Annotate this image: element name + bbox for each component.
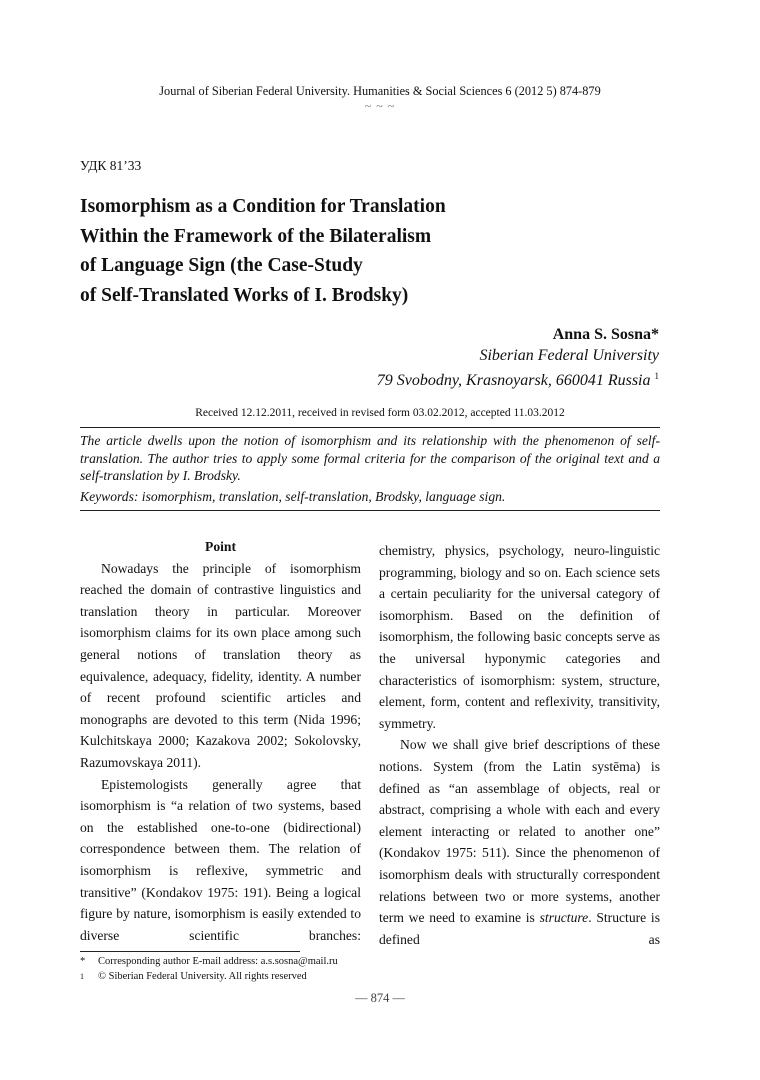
received-dates: Received 12.12.2011, received in revised form 03.02.2012, accepted 11.03.2012: [195, 407, 565, 419]
title-line: Isomorphism as a Condition for Translation: [80, 196, 446, 217]
footnote-mark: *: [80, 956, 86, 967]
page-number: — 874 —: [355, 991, 405, 1005]
title-line: of Language Sign (the Case-Study: [80, 255, 363, 276]
paragraph: Epistemologists generally agree that isomorphism is “a relation of two systems, based on the established one-to-one (bidirectional) correspondence between them. The relation of isomorphism is reflexive, symmetric and transitive” (Kondakov 1975: 191). Being a logical figure by nature, isomorphism is easily extended to diverse scientific branches:: [80, 776, 361, 943]
emphasis-term: structure: [539, 910, 589, 926]
author-name: Anna S. Sosna*: [552, 326, 659, 343]
footnote-text: Corresponding author E-mail address: a.s.sosna@mail.ru: [98, 956, 338, 967]
abstract-top-rule: [80, 427, 660, 428]
paragraph-text: . Structure is defined as: [379, 910, 660, 947]
paragraph: [379, 734, 660, 950]
abstract-bottom-rule: [80, 510, 660, 511]
footnote-rule: [80, 951, 300, 952]
paragraph: Nowadays the principle of isomorphism reached the domain of contrastive linguistics and translation theory in particular. Moreover isomorphism claims for its own place among such general notions of translation theory as equivalence, adequacy, fidelity, identity. A number of recent profound scientific articles and monographs are devoted to this term (Nida 1996; Kulchitskaya 2000; Kazakova 2002; Sokolovsky, Razumovskaya 2011).: [80, 560, 361, 770]
author-address: 79 Svobodny, Krasnoyarsk, 660041 Russia: [376, 372, 651, 389]
abstract: The article dwells upon the notion of isomorphism and its relationship with the phenomenon of self-translation. The author tries to apply some formal criteria for the comparison of the original text and a self-translation by I. Brodsky.: [80, 433, 660, 483]
address-footnote-mark: 1: [654, 371, 659, 381]
footnote: [80, 969, 338, 984]
journal-header: Journal of Siberian Federal University. Humanities & Social Sciences 6 (2012 5) 874-879: [159, 84, 601, 98]
keywords: Keywords: isomorphism, translation, self-translation, Brodsky, language sign.: [80, 489, 506, 504]
section-heading: Point: [205, 539, 236, 554]
footnote: [80, 954, 338, 969]
footnotes: [80, 954, 338, 984]
title-line: of Self-Translated Works of I. Brodsky): [80, 284, 409, 306]
article-title: [80, 192, 550, 310]
author-block: [377, 325, 659, 392]
paragraph-text: Now we shall give brief descriptions of these notions. System (from the Latin systēma) is defined as “an assemblage of objects, real or abstract, comprising a whole with each and every element interacting or related to another one” (Kondakov 1975: 511). Since the phenomenon of isomorphism deals with structurally correspondent relations between two or more systems, another term we need to examine is: [379, 737, 660, 926]
paragraph: chemistry, physics, psychology, neuro-linguistic programming, biology and so on. Each science sets a certain peculiarity for the universal category of isomorphism. Based on the definition of isomorphism, the following basic concepts serve as the universal hyponymic categories and characteristics of isomorphism: system, structure, element, form, content and reflexivity, transitivity, symmetry.: [379, 543, 660, 731]
author-address-line: [377, 366, 659, 392]
header-ornament: ~ ~ ~: [364, 99, 396, 113]
right-column: [379, 540, 660, 950]
author-university: Siberian Federal University: [479, 346, 659, 364]
udk-code: УДК 81’33: [80, 158, 142, 173]
footnote-mark: 1: [80, 972, 84, 981]
title-line: Within the Framework of the Bilateralism: [80, 225, 432, 247]
footnote-text: © Siberian Federal University. All rights reserved: [98, 971, 307, 982]
left-column: [80, 536, 361, 946]
